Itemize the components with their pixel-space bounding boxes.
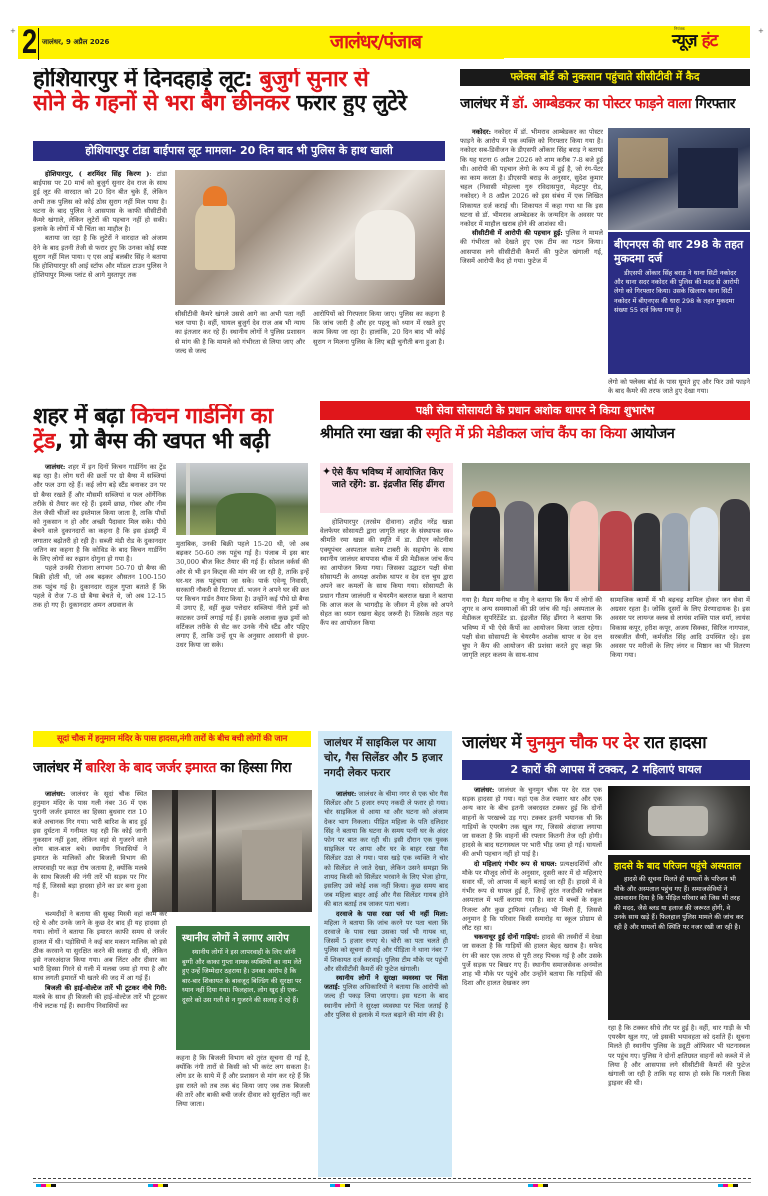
photo-figure-2 (355, 210, 415, 280)
hoshiarpur-col2: सीसीटीवी कैमरे खंगले उससे आगे का अभी पता नहीं चल पाया है। वहीं, घायल बुजुर्ग देव राज अब भी न्याय का इंतजार कर रहे हैं। स्थानीय लोगों ने पुलिस प्रशासन से मांग की है कि मामले को गंभीरता से लिया जाए और जल्द से जल्द (175, 310, 305, 355)
camp-quote-box (320, 463, 453, 513)
ambedkar-kicker: फ्लेक्स बोर्ड को नुकसान पहुंचाते सीसीटीवी में कैद (460, 69, 750, 86)
building-wire-1 (172, 790, 178, 912)
hoshiarpur-subhead: होशियारपुर टांडा बाईपास लूट मामला- 20 दिन बाद भी पुलिस के हाथ खाली (33, 141, 445, 161)
camp-col1: होशियारपुर (तरसेम दीवाना) शहीद नरेंद्र खन्ना वेलफेयर सोसायटी द्वारा जागृति लहर के संस्थापक स्व० श्रीमति रमा खन्ना की स्मृति में डा. डीएन कोटनीस एक्यूपंचर अस्पताल सलेम टाबरी के सहयोग के साथ स्थानीय जालंधर बायपास चौक में फ्री मेडीकल जांच कैंप का आयोजन किया गया। जिसका उद्घाटन पक्षी सेवा सोसायटी के अध्यक्ष अशोक थापर व देव दत्त चुघ द्वारा अपने कर कमलों के साथ किया गया। सोसायटी के प्रधान गौतम जालंधरी व चेयरमैन बलराज खन्ना ने बताया कि आज कल के भागदौड़ के जीवन में हरेक को अपने सेहत का ध्यान रखना बेहद जरूरी है। जिसके तहत यह कैंप का आयोजन किया (320, 518, 453, 628)
accident-box-body: हादसे की सूचना मिलते ही घायलों के परिजन भी मौके और अस्पताल पहुंच गए हैं। समाजसेवियों ने आश्वासन दिया है कि पीड़ित परिवार को जिस भी तरह की मदद, जैसे ब्लड या इलाज की जरूरत होगी, वे उनके साथ खड़े हैं। फिलहाल पुलिस मामले की जांच कर रही है और घायलों की स्थिति पर नजर रखी जा रही है। (614, 875, 744, 931)
building-col1-wide: चश्मदीदों ने बताया की सुबह मिस्त्री वहां काम कर रहे थे और उनके जाने के कुछ देर बाद ही यह हादसा हो गया। लोगों ने बताया कि इमारत काफी समय से जर्जर हालत में थी। पड़ोसियों ने कई बार मकान मालिक को इसे ठीक करवाने या सुरक्षित करने की सलाह दी थी, लेकिन इसे नजरअंदाज किया गया। अब लिंटर और दीवार का भारी हिस्सा गिरने से गली में मलबा जमा हो गया है और साथ लगती इमारतें भी खतरे की जद में आ गई हैं। बिजली की हाई-वोल्टेज तारें भी टूटकर नीचे गिरी: मलबे के साथ ही बिजली की हाई-वोल्टेज तारें भी टूटकर नीचे लटक गई हैं। स्थानीय निवासियों का (33, 910, 167, 1011)
building-col1: जालंधर: जालंधर के सूदां चौक स्थित हनुमान मंदिर के पास गली नंबर 36 में एक पुरानी जर्जर इमारत का हिस्सा बुधवार रात 10 बजे अचानक गिर गया। भारी बारिश के बाद हुई इस दुर्घटना में गनीमत यह रही कि कोई जानी नुकसान नहीं हुआ, लेकिन वहां से गुजरने वाले लोग बाल-बाल बचे। स्थानीय निवासियों ने इमारत के मालिकों और बिजली विभाग की लापरवाही पर कड़ा रोष जताया है, क्योंकि मलबे के साथ बिजली की नंगी तारें भी सड़क पर गिर गई हैं, जिससे बड़ा हादसा होने का डर बना हुआ है। (33, 790, 147, 900)
brand-red: हंट (701, 31, 718, 51)
garden-pole (186, 463, 190, 535)
accident-photo (608, 786, 750, 850)
bottom-rule-2 (33, 1182, 751, 1183)
color-registration-marks-2 (148, 1184, 168, 1187)
person-9 (720, 499, 750, 591)
color-registration-marks-4 (528, 1184, 548, 1187)
garden-headline: शहर में बढ़ा किचन गार्डनिंग का ट्रेंड, ग्रो बैग्स की खपत भी बढ़ी (33, 404, 273, 454)
building-photo (152, 790, 312, 912)
color-registration-marks-5 (718, 1184, 738, 1187)
person-7 (662, 513, 688, 591)
photo-figure-1 (195, 200, 235, 270)
building-kicker: सूदां चौक में हनुमान मंदिर के पास हादसा,नंगी तारों के बीच बची लोगों की जान (33, 731, 311, 747)
brand-logo (672, 28, 717, 51)
bottom-rule (33, 1178, 751, 1179)
ambedkar-box (608, 232, 750, 374)
accident-col1: जालंधर: जालंधर के चुनमुन चौक पर देर रात एक सड़क हादसा हो गया। यहां एक तेज रफ्तार थार और एक अन्य कार के बीच इतनी जबरदस्त टक्कर हुई कि दोनों वाहनों के परखच्चे उड़ गए। टक्कर इतनी भयानक थी कि गाड़ियों के एयरबैग तक खुल गए, जिससे अंदाजा लगाया जा सकता है कि वाहनों की रफ्तार कितनी तेज रही होगी। हादसे के बाद घटनास्थल पर भारी भीड़ जमा हो गई। घायलों की अभी पहचान नहीं हो पाई है। दो महिलाएं गंभीर रूप से घायल: प्रत्यक्षदर्शियों और मौके पर मौजूद लोगों के अनुसार, दूसरी कार में दो महिलाएं सवार थीं, जो आपस में बहनें बताई जा रही हैं। हादसे में वे गंभीर रूप से घायल हुई हैं, जिन्हें तुरंत नजदीकी ग्लोबल अस्पताल में भर्ती कराया गया है। कार में बच्चों के स्कूल रिजल्ट और कुछ ट्राफियां (शील्ड) भी मिली हैं, जिससे अनुमान है कि परिवार किसी समारोह या स्कूल प्रोग्राम से लौट रहा था। चकनाचूर हुईं दोनों गाड़ियां: हादसे की तस्वीरों में देखा जा सकता है कि गाड़ियों की हालत बेहद खराब है। सफेद रंग की कार एक तरफ से पूरी तरह पिचक गई है और उसके पुर्जे सड़क पर बिखर गए हैं। स्थानीय समाजसेवक अनमोल शाह भी मौके पर पहुंचे और उन्होंने बताया कि गाड़ियों की दिशा और हालत देखकर लग (462, 786, 602, 988)
wrecked-car (648, 806, 708, 836)
garden-col1: जालंधर: शहर में इन दिनों किचन गार्डनिंग का ट्रेंड बढ़ रहा है। लोग घरों की छतों पर ग्रो बैग्स में सब्जियां और फल उगा रहे हैं। कई लोग बड़े स्टैंड बनाकर उन पर ग्रो बैग्स रखते हैं और मौसमी सब्जियां व फल ऑर्गेनिक तरीके से तैयार कर रहे हैं। इसमें छाछ, गोबर और नीम तेल जैसी चीजों का इस्तेमाल किया जाता है, ताकि पौधों को नुकसान न हो और अच्छी पैदावार मिल सके। पौधे बेचने वाले दुकानदारों का कहना है कि इस इंडस्ट्री में लगातार बढ़ोतरी हो रही है। सब्जी मंडी रोड के दुकानदार जतिन का कहना है कि कोविड के बाद किचन गार्डनिंग के लिए लोगों का रुझान दोगुना हो गया है। पहले उनकी रोजाना लगभग 50-70 ग्रो बैग्स की बिक्री होती थी, जो अब बढ़कर औसतन 100-150 तक पहुंच गई है। दुकानदार राहुल गुप्ता बताते हैं कि पहले वे रोज 7-8 ग्रो बैग्स बेचते थे, जो अब 12-15 तक हो गए हैं। दुकानदार अमन अग्रवाल के (33, 463, 166, 610)
brand-black: न्यूज़ (672, 31, 697, 51)
person-5 (600, 511, 632, 591)
camp-col3: सामाजिक कामों में भी बढ़चढ़ शामिल होकर जन सेवा में अग्रसर रहता है। जोकि दूसरों के लिए प्रेरणादायक है। इस अवसर पर लायन्ज क्लब से लायंस शक्ति पाल वर्मा, लायंस विकास कपूर, हरीश कपूर, अजय सिक्का, सिरिल नागपाल, सरबजीत सैणी, कर्मजीत सिंह आदि उपस्थित रहे। इस अवसर पर मरीजों के लिए लंगर व मिष्ठान का भी वितरण किया गया। (610, 596, 750, 660)
photo-turban (203, 186, 227, 206)
theft-body: जालंधर: जालंधर के चीमा नगर से एक चोर गैस सिलेंडर और 5 हजार रुपए नकदी ले फरार हो गया। चोर साइकिल से आया था और घटना को अंजाम देकर भाग निकला। पीड़ित महिला के पति दलिदार सिंह ने बताया कि घटना के समय पत्नी घर के अंदर फोन पर बात कर रही थी। इसी दौरान एक युवक साइकिल पर आया और घर के बाहर रखा गैस सिलेंडर उठा ले गया। पास खड़े एक व्यक्ति ने चोर को सिलेंडर ले जाते देखा, लेकिन उसने समझा कि शायद किसी को सिलेंडर भरवाने के लिए भेजा होगा, इसलिए उसे कोई शक नहीं किया। कुछ समय बाद जब महिला बाहर आई और गैस सिलेंडर गायब होने की बात बताई तब जाकर पता चला। दरवाजे के पास रखा पर्स भी नहीं मिला: महिला ने बताया कि जांच करने पर पता चला कि दरवाजे के पास रखा उसका पर्स भी गायब था, जिसमें 5 हजार रुपए थे। चोरी का पता चलते ही पुलिस को सूचना दी गई और पीड़िता ने थाना नंबर 7 में शिकायत दर्ज करवाई। पुलिस टीम मौके पर पहुंची और सीसीटीवी कैमरों की फुटेज खंगाली। स्थानीय लोगों ने सुरक्षा व्यवस्था पर चिंता जताई: पुलिस अधिकारियों ने बताया कि आरोपी को जल्द ही पकड़ लिया जाएगा। इस घटना के बाद स्थानीय लोगों ने सुरक्षा व्यवस्था पर चिंता जताई है और पुलिस से इलाके में गश्त बढ़ाने की मांग की है। (324, 790, 448, 1019)
person-3 (538, 503, 568, 591)
building-box-title: स्थानीय लोगों ने लगाए आरोप (182, 933, 289, 944)
brand-small: नियंत्रक (674, 26, 685, 31)
camp-kicker: पक्षी सेवा सोसायटी के प्रधान अशोक थापर ने किया शुभारंभ (320, 401, 750, 420)
camp-headline: श्रीमति रमा खन्ना की स्मृति में फ्री मेडीकल जांच कैंप का किया आयोजन (320, 426, 675, 442)
accident-col2-tail: रहा है कि टक्कर सीधे तौर पर हुई है। वहीं, थार गाड़ी के भी एयरबैग खुल गए, जो इसकी भयावहता को दर्शाते हैं। सूचना मिलते ही स्थानीय पुलिस के ड्यूटी ऑफिसर भी घटनास्थल पर पहुंच गए। पुलिस ने दोनों क्षतिग्रस्त वाहनों को कब्जे में ले लिया है और आसपास लगे सीसीटीवी कैमरों की फुटेज खंगाली जा रही है ताकि यह साफ हो सके कि गलती किस ड्राइवर की थी। (608, 1024, 750, 1088)
accident-headline: जालंधर में चुनमुन चौक पर देर रात हादसा (462, 733, 707, 753)
building-wire-2 (212, 790, 216, 912)
person-2 (504, 501, 534, 591)
ambedkar-body: नकोदर: नकोदर में डॉ. भीमराव आम्बेडकर का पोस्टर फाड़ने के आरोप में एक व्यक्ति को गिरफ्तार किया गया है। नकोदर सब-डिवीजन के डीएसपी ओंकार सिंह बराड़ ने बताया कि यह घटना 6 अप्रैल 2026 को शाम करीब 7-8 बजे हुई थी। आरोपी की पहचान लेगो के रूप में हुई है, जो रंग-पेंटर का काम करता है। डीएसपी बराड़ के अनुसार, सुदेश कुमार चहल (निवासी मोहल्ला गुरु रविदासपुरा, मेहटपुर रोड, नकोदर) ने 8 अप्रैल 2026 को इस संबंध में एक लिखित शिकायत दर्ज कराई थी। शिकायत में कहा गया था कि इस घटना से डॉ. भीमराव आम्बेडकर के जन्मदिन के अवसर पर नकोदर में माहौल खराब होने की आशंका थी। सीसीटीवी में आरोपी की पहचान हुई: पुलिस ने मामले की गंभीरता को देखते हुए एक टीम का गठन किया। आसपास लगे सीसीटीवी कैमरों की फुटेज खंगाली गई, जिसमें आरोपी कैद हो गया। फुटेज में (460, 128, 603, 265)
ambedkar-box-body: डीएसपी ओंकार सिंह बराड़ ने थाना सिटी नकोदर और थाना सदर नकोदर की पुलिस की मदद से आरोपी लेगो को गिरफ्तार किया। उसके खिलाफ थाना सिटी नकोदर में बीएनएस की धारा 298 के तहत मुकदमा संख्या 55 दर्ज किया गया है। (614, 269, 740, 314)
poster-fragment (618, 138, 668, 178)
page-number-divider (38, 28, 39, 60)
ambedkar-box-title: बीएनएस की धार 298 के तहत मुकदमा दर्ज (614, 238, 744, 265)
crop-mark-far-right: + (758, 27, 764, 35)
ambedkar-headline: जालंधर में डॉ. आम्बेडकर का पोस्टर फाड़ने वाला गिरफ्तार (460, 96, 735, 112)
hoshiarpur-headline: होशियारपुर में दिनदहाड़े लूट: बुजुर्ग सुनार से सोने के गहनों से भरा बैग छीनकर फरार हुए लुटेरे (33, 68, 407, 116)
person-1 (470, 503, 500, 591)
ambedkar-body-tail: लेगो को फ्लेक्स बोर्ड के पास घूमते हुए और फिर उसे फाड़ने के बाद कैमरे की तरफ जाते हुए देखा गया। (608, 378, 750, 396)
building-box-body: स्थानीय लोगों ने इस लापरवाही के लिए जॉनी बुग्गी और काका गुप्ता नामक व्यक्तियों का नाम लेते हुए उन्हें जिम्मेदार ठहराया है। उनका आरोप है कि बार-बार शिकायत के बावजूद बिल्डिंग की सुरक्षा पर ध्यान नहीं दिया गया। फिलहाल, लोग खुद ही एक-दूसरे को उस गली से न गुजरने की सलाह दे रहे हैं। (182, 948, 302, 1004)
star-icon: ✦ (322, 465, 332, 478)
crop-mark-left: + (10, 27, 16, 35)
section-title: जालंधर/पंजाब (330, 31, 421, 53)
building-headline: जालंधर में बारिश के बाद जर्जर इमारत का हिस्सा गिरा (33, 760, 291, 776)
building-rubble (242, 830, 302, 900)
ambedkar-poster-photo (608, 128, 750, 230)
building-col2-tail: कहना है कि बिजली विभाग को तुरंत सूचना दी गई है, क्योंकि नंगी तारों से किसी को भी करंट लग सकता है। लोग डर के साये में हैं और प्रशासन से मांग कर रहे हैं कि इस रास्ते को तब तक बंद किया जाए जब तक बिजली की तारें और बाकी बची जर्जर दीवार को सुरक्षित नहीं कर लिया जाता। (176, 1054, 310, 1109)
building-box (176, 926, 310, 1050)
dateline: जालंधर, 9 अप्रैल 2026 (42, 38, 110, 46)
accident-box-title: हादसे के बाद परिजन पहुंचे अस्पताल (614, 861, 741, 872)
page-number: 2 (22, 23, 36, 61)
hoshiarpur-photo (175, 170, 445, 305)
turban-icon (472, 491, 496, 507)
accident-box (608, 855, 750, 1020)
garden-photo (176, 463, 308, 535)
person-6 (634, 513, 660, 591)
person-4 (570, 501, 598, 591)
camp-quote: ऐसे कैंप भविष्य में आयोजित किए जाते रहेंगे: डा. इंद्रजीत सिंह ढींगरा (332, 468, 445, 490)
accident-subhead: 2 कारों की आपस में टक्कर, 2 महिलाएं घायल (462, 760, 750, 780)
person-8 (690, 507, 718, 591)
color-registration-marks-3 (330, 1184, 350, 1187)
theft-headline: जालंधर में साइकिल पर आया चोर, गैस सिलेंडर और 5 हजार नगदी लेकर फरार (324, 737, 443, 779)
hoshiarpur-col3: आरोपियों को गिरफ्तार किया जाए। पुलिस का कहना है कि जांच जारी है और हर पहलू को ध्यान में रखते हुए काम किया जा रहा है। हालांकि, 20 दिन बाद भी कोई सुराग न मिलना पुलिस के लिए बड़ी चुनौती बना हुआ है। (313, 310, 445, 346)
camp-photo (462, 463, 750, 591)
color-registration-marks (36, 1184, 56, 1187)
camp-col2: गया है। मैडम मनीषा व मीनू ने बताया कि कैंप में लोगों की शूगर व अन्य समस्याओं की फ्री जांच की गई। अस्पताल के मेडीकल सुपरिंटेंडेंट डा. इंद्रजीत सिंह ढींगरा ने बताया कि भविष्य में भी ऐसे कैंपों का आयोजन किया जाता रहेगा। पक्षी सेवा सोसायटी के चेयरमैन अशोक थापर व देव दत्त चुघ ने कैंप की आयोजन की प्रशंसा करते हुए कहा कि जागृति लहर कलम के साथ-साथ (462, 596, 602, 660)
hoshiarpur-col1: होशियारपुर, ( शरमिंदर सिंह किरण ): टांडा बाईपास पर 20 मार्च को बुजुर्ग सुनार देव राज के साथ हुई लूट की वारदात को 20 दिन बीत चुके हैं, लेकिन अभी तक पुलिस को कोई ठोस सुराग नहीं मिल पाया है। घटना के बाद पुलिस ने आसपास के काफी सीसीटीवी कैमरे खंगाले, लेकिन लुटेरों की पहचान नहीं हो सकी। इलाके के लोगों में भी चिंता का माहौल है। बताया जा रहा है कि लुटेरों ने वारदात को अंजाम देने के बाद इतनी तेजी से फरार हुए कि उनका कोई स्पष्ट सुराग नहीं मिल पाया। ए एस आई बलबीर सिंह ने बताया कि होशियारपुर सी आई स्टॉफ और मॉडल टाउन पुलिस ने होशियापुर मिल्क प्लांट से आगे मुस्तापुर तक (33, 170, 167, 280)
garden-col2: मुताबिक, उनकी बिक्री पहले 15-20 थी, जो अब बढ़कर 50-60 तक पहुंच गई है। पंजाब में इस बार 30,000 बीज किट तैयार की गई हैं। सोशल वर्कर्स की ओर से भी इन किट्स की मांग की जा रही है, ताकि इन्हें घर-घर तक पहुंचाया जा सके। पार्क एवेन्यू निवासी, सरकारी नौकरी से रिटायर डॉ. भजन ने अपने घर की छत पर किचन गार्डन तैयार किया है। उन्होंने कई पौधे ग्रो बैग्स में उगाए हैं, वहीं कुछ पत्तेदार सब्जियां नीले ड्रमों को काटकर उनमें लगाई गई हैं। इसके अलावा कुछ ड्रमों को वर्टिकल तरीके से सेट कर उनके नीचे स्टैंड और पहिए लगाए हैं, ताकि उन्हें धूप के अनुसार आसानी से इधर-उधर किया जा सके। (176, 540, 309, 650)
poster-board (678, 148, 738, 208)
garden-plants (216, 493, 276, 535)
